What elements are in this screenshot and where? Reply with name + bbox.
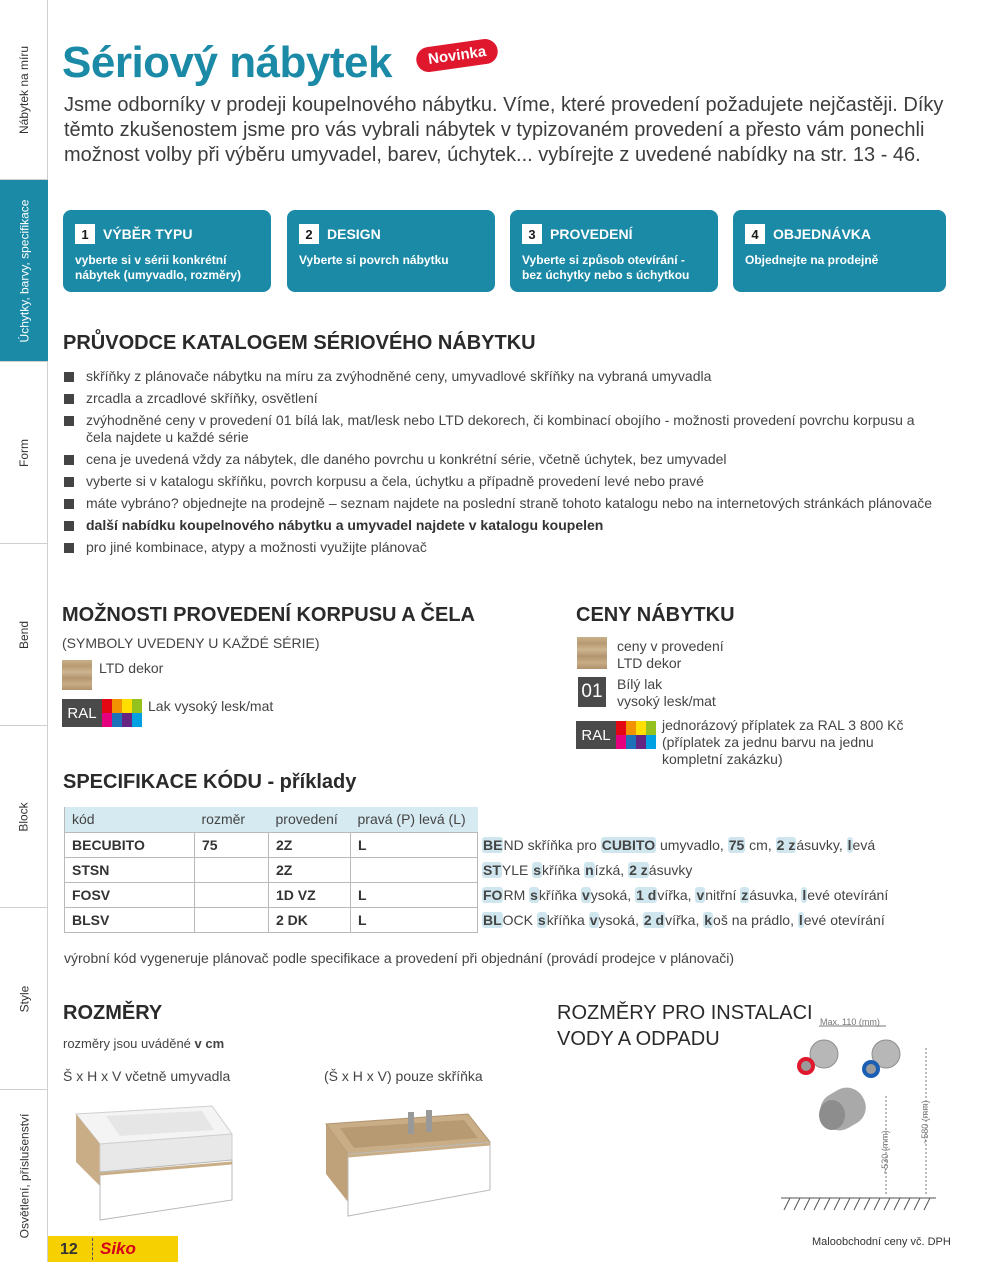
column-header: rozměr bbox=[195, 807, 269, 832]
explanation-text: ysoká, bbox=[590, 887, 636, 903]
code-explanation bbox=[482, 908, 885, 933]
cabinet-only-image bbox=[318, 1094, 498, 1226]
step-title: PROVEDENÍ bbox=[550, 226, 633, 242]
code-letter-highlight: v bbox=[696, 887, 705, 903]
ral-symbol-icon bbox=[62, 699, 142, 727]
table-cell bbox=[195, 882, 269, 907]
sidebar-tab-label: Osvětlení, příslušenství bbox=[17, 1113, 31, 1239]
ral-color-swatch bbox=[636, 721, 646, 735]
step-number: 3 bbox=[522, 224, 542, 244]
ral-color-swatch bbox=[626, 735, 636, 749]
sidebar-tab-bend[interactable] bbox=[0, 544, 48, 726]
code-letter-highlight: s bbox=[530, 887, 538, 903]
code-letter-highlight: l bbox=[802, 887, 807, 903]
ltd-decor-swatch-icon bbox=[62, 660, 92, 690]
code-letter-highlight: 2 z bbox=[776, 837, 796, 853]
code-explanation bbox=[482, 883, 888, 908]
code-letter-highlight: BL bbox=[483, 912, 502, 928]
price-ltd-text bbox=[617, 638, 724, 672]
table-cell bbox=[195, 857, 269, 882]
dimensions-note-unit: v cm bbox=[194, 1036, 225, 1051]
step-number: 1 bbox=[75, 224, 95, 244]
table-cell: FOSV bbox=[65, 882, 195, 907]
install-heading bbox=[557, 1000, 813, 1052]
explanation-text: vířka, bbox=[657, 887, 696, 903]
intro-text: Jsme odborníky v prodeji koupelnového nábytku. Víme, které provedení požadujete nejčastěji. Díky těmto zkušenostem jsme pro vás vybrali nábytek v typizovaném provedení a přesto vám ponechli možnost volby při výběru umyvadel, barev, úchytek... vybírejte z uvedené nabídky na str. 13 - 46. bbox=[64, 94, 944, 166]
ral-symbol-icon bbox=[576, 721, 656, 749]
step-card-2 bbox=[287, 210, 495, 292]
table-cell: L bbox=[351, 907, 478, 932]
ral-text: RAL bbox=[576, 721, 616, 749]
list-item-text: vyberte si v katalogu skříňku, povrch korpusu a čela, úchytku a případně provedení levé nebo pravé bbox=[86, 473, 704, 489]
dimensions-note bbox=[63, 1035, 224, 1052]
step-card-3 bbox=[510, 210, 718, 292]
price-ltd-line: ceny v provedení bbox=[617, 638, 724, 654]
ral-color-swatch bbox=[616, 735, 626, 749]
table-cell: 2 DK bbox=[269, 907, 351, 932]
square-bullet-icon bbox=[64, 372, 74, 382]
ral-color-swatch bbox=[132, 699, 142, 713]
table-cell: L bbox=[351, 832, 478, 857]
table-cell: 75 bbox=[195, 832, 269, 857]
list-item bbox=[64, 495, 934, 512]
install-heading-line: VODY A ODPADU bbox=[557, 1028, 720, 1050]
sidebar-tab-style[interactable] bbox=[0, 908, 48, 1090]
price-note: Maloobchodní ceny vč. DPH bbox=[812, 1236, 951, 1248]
list-item-text: cena je uvedená vždy za nábytek, dle daného povrchu u konkrétní série, včetně úchytek, bez umyvadel bbox=[86, 451, 727, 467]
table-cell: BLSV bbox=[65, 907, 195, 932]
sidebar-tab-uchytky[interactable] bbox=[0, 180, 48, 362]
code-letter-highlight: 2 d bbox=[643, 912, 665, 928]
step-card-4 bbox=[733, 210, 946, 292]
table-cell bbox=[195, 907, 269, 932]
ltd-decor-label: LTD dekor bbox=[99, 660, 164, 676]
guide-heading: PRŮVODCE KATALOGEM SÉRIOVÉHO NÁBYTKU bbox=[63, 332, 536, 354]
table-row bbox=[65, 832, 478, 857]
ltd-decor-swatch-icon bbox=[577, 637, 607, 669]
table-cell: 1D VZ bbox=[269, 882, 351, 907]
list-item-text: zrcadla a zrcadlové skříňky, osvětlení bbox=[86, 390, 318, 406]
page-number: 12 bbox=[60, 1241, 78, 1258]
explanation-text: evé otevírání bbox=[807, 887, 889, 903]
code-explanation bbox=[482, 858, 692, 883]
step-card-1 bbox=[63, 210, 271, 292]
sidebar bbox=[0, 0, 48, 1262]
ral-color-swatch bbox=[102, 713, 112, 727]
table-row bbox=[65, 882, 478, 907]
explanation-text: ysoká, bbox=[598, 912, 643, 928]
square-bullet-icon bbox=[64, 394, 74, 404]
sidebar-tab-label: Style bbox=[17, 985, 31, 1012]
code-letter-highlight: v bbox=[589, 912, 598, 928]
code-letter-highlight: v bbox=[581, 887, 590, 903]
step-number: 4 bbox=[745, 224, 765, 244]
ral-color-swatch bbox=[636, 735, 646, 749]
lak-label: Lak vysoký lesk/mat bbox=[148, 698, 274, 714]
sidebar-tab-label: Bend bbox=[17, 620, 31, 649]
ral-color-swatch bbox=[646, 735, 656, 749]
installation-diagram bbox=[776, 1014, 946, 1224]
ral-color-swatch bbox=[626, 721, 636, 735]
code-letter-highlight: s bbox=[537, 912, 546, 928]
list-item-text: další nabídku koupelnového nábytku a umyvadel najdete v katalogu koupelen bbox=[86, 517, 604, 533]
code-explanation bbox=[482, 833, 875, 858]
square-bullet-icon bbox=[64, 455, 74, 465]
square-bullet-icon bbox=[64, 477, 74, 487]
explanation-text: kříňka bbox=[542, 862, 585, 878]
table-cell: L bbox=[351, 882, 478, 907]
step-description: Vyberte si povrch nábytku bbox=[299, 253, 449, 267]
price-ltd-line: LTD dekor bbox=[617, 655, 682, 671]
ral-color-swatch bbox=[102, 699, 112, 713]
sidebar-tab-label: Block bbox=[17, 801, 31, 832]
ral-color-swatch bbox=[122, 699, 132, 713]
square-bullet-icon bbox=[64, 499, 74, 509]
code-letter-highlight: CUBITO bbox=[601, 837, 656, 853]
square-bullet-icon bbox=[64, 521, 74, 531]
price-white-line: vysoký lesk/mat bbox=[617, 693, 716, 709]
list-item bbox=[64, 517, 934, 534]
dimension-label-2: (Š x H x V) pouze skříňka bbox=[324, 1068, 483, 1084]
code-letter-highlight: l bbox=[847, 837, 852, 853]
code-letter-highlight: l bbox=[798, 912, 803, 928]
spec-heading: SPECIFIKACE KÓDU - příklady bbox=[63, 771, 357, 793]
list-item bbox=[64, 412, 934, 446]
column-header: pravá (P) levá (L) bbox=[351, 807, 478, 832]
sidebar-tab-label: Úchytky, barvy, specifikace bbox=[17, 199, 31, 342]
sidebar-tab-label: Nábytek na míru bbox=[17, 45, 32, 134]
ral-color-swatch bbox=[122, 713, 132, 727]
table-cell: 2Z bbox=[269, 832, 351, 857]
explanation-text: vířka, bbox=[665, 912, 704, 928]
code-letter-highlight: n bbox=[585, 862, 594, 878]
explanation-text: ásuvky bbox=[648, 862, 693, 878]
ral-color-swatch bbox=[132, 713, 142, 727]
explanation-text: ízká, bbox=[594, 862, 629, 878]
list-item bbox=[64, 390, 934, 407]
price-ral-line: jednorázový příplatek za RAL 3 800 Kč bbox=[662, 717, 904, 733]
explanation-text: evá bbox=[852, 837, 876, 853]
ral-color-swatch bbox=[616, 721, 626, 735]
code-letter-highlight: z bbox=[741, 887, 749, 903]
list-item bbox=[64, 368, 934, 385]
explanation-text: ásuvky, bbox=[796, 837, 847, 853]
explanation-text: kříňka bbox=[546, 912, 589, 928]
options-heading: MOŽNOSTI PROVEDENÍ KORPUSU A ČELA bbox=[62, 604, 475, 626]
code-letter-highlight: FO bbox=[483, 887, 503, 903]
install-heading-line: ROZMĚRY PRO INSTALACI bbox=[557, 1002, 813, 1024]
square-bullet-icon bbox=[64, 416, 74, 426]
explanation-text: nitřní bbox=[705, 887, 741, 903]
spec-note: výrobní kód vygeneruje plánovač podle specifikace a provedení při objednání (provádí prodejce v plánovači) bbox=[64, 950, 735, 966]
explanation-text: cm, bbox=[745, 837, 776, 853]
explanation-text: evé otevírání bbox=[803, 912, 885, 928]
sidebar-tab-form[interactable] bbox=[0, 362, 48, 544]
ral-color-swatch bbox=[112, 699, 122, 713]
step-title: OBJEDNÁVKA bbox=[773, 226, 872, 242]
list-item-text: zvýhodněné ceny v provedení 01 bílá lak, mat/lesk nebo LTD dekorech, či kombinací obojího - možnosti provedení povrchu korpusu a čela najdete u každé série bbox=[86, 412, 915, 445]
washbasin-cabinet-image bbox=[62, 1094, 242, 1226]
table-cell: 2Z bbox=[269, 857, 351, 882]
options-subheading: (SYMBOLY UVEDENY U KAŽDÉ SÉRIE) bbox=[62, 635, 320, 651]
sidebar-tab-label: Form bbox=[17, 438, 31, 467]
list-item-text: pro jiné kombinace, atypy a možnosti využijte plánovač bbox=[86, 539, 427, 555]
price-white-text bbox=[617, 676, 716, 710]
code-letter-highlight: 2 z bbox=[629, 862, 648, 878]
explanation-text: kříňka bbox=[538, 887, 581, 903]
list-item bbox=[64, 473, 934, 490]
ral-color-swatch bbox=[646, 721, 656, 735]
code-letter-highlight: s bbox=[533, 862, 542, 878]
table-cell: STSN bbox=[65, 857, 195, 882]
sidebar-tab-osvetleni[interactable] bbox=[0, 1090, 48, 1262]
code-table bbox=[64, 807, 478, 933]
dimension-580-label: ~580 (mm) bbox=[920, 1100, 930, 1144]
table-header-row bbox=[65, 807, 478, 832]
step-title: VÝBĚR TYPU bbox=[103, 226, 193, 242]
column-header: provedení bbox=[269, 807, 351, 832]
prices-heading: CENY NÁBYTKU bbox=[576, 604, 735, 626]
dimensions-heading: ROZMĚRY bbox=[63, 1002, 163, 1024]
dimension-530-label: ~530 (mm) bbox=[880, 1130, 890, 1174]
ral-text: RAL bbox=[62, 699, 102, 727]
dimension-label-1: Š x H x V včetně umyvadla bbox=[63, 1068, 231, 1084]
square-bullet-icon bbox=[64, 543, 74, 553]
new-badge: Novinka bbox=[415, 37, 500, 73]
step-description: Vyberte si způsob otevírání - bez úchytky nebo s úchytkou bbox=[522, 253, 690, 282]
step-description: vyberte si v sérii konkrétní nábytek (umyvadlo, rozměry) bbox=[75, 253, 242, 282]
table-cell bbox=[351, 857, 478, 882]
code-letter-highlight: BE bbox=[483, 837, 503, 853]
sidebar-tab-block[interactable] bbox=[0, 726, 48, 908]
ral-color-grid bbox=[102, 699, 142, 727]
explanation-text: oš na prádlo, bbox=[713, 912, 798, 928]
white-lacquer-code-icon: 01 bbox=[578, 677, 606, 707]
table-cell: BECUBITO bbox=[65, 832, 195, 857]
code-letter-highlight: 75 bbox=[728, 837, 745, 853]
price-ral-line: (příplatek za jednu barvu na jednu bbox=[662, 734, 874, 750]
step-description: Objednejte na prodejně bbox=[745, 253, 879, 267]
column-header: kód bbox=[65, 807, 195, 832]
code-letter-highlight: k bbox=[704, 912, 713, 928]
explanation-text: ND skříňka pro bbox=[503, 837, 601, 853]
footer-divider bbox=[92, 1238, 93, 1260]
code-letter-highlight: 1 d bbox=[636, 887, 657, 903]
sidebar-tab-nabytek-na-miru[interactable] bbox=[0, 0, 48, 180]
table-row bbox=[65, 857, 478, 882]
explanation-text: umyvadlo, bbox=[656, 837, 728, 853]
list-item bbox=[64, 451, 934, 468]
step-title: DESIGN bbox=[327, 226, 381, 242]
code-letter-highlight: ST bbox=[483, 862, 501, 878]
guide-list bbox=[64, 368, 934, 561]
list-item bbox=[64, 539, 934, 556]
explanation-text: ásuvka, bbox=[749, 887, 802, 903]
ral-color-swatch bbox=[112, 713, 122, 727]
explanation-text: RM bbox=[503, 887, 530, 903]
price-ral-text bbox=[662, 717, 904, 768]
list-item-text: skříňky z plánovače nábytku na míru za zvýhodněné ceny, umyvadlové skříňky na vybraná umyvadla bbox=[86, 368, 712, 384]
dimensions-note-text: rozměry jsou uváděné bbox=[63, 1036, 195, 1051]
table-row bbox=[65, 907, 478, 932]
page-title: Sériový nábytek bbox=[62, 38, 392, 87]
max-width-label: Max. 110 (mm) bbox=[820, 1017, 880, 1027]
explanation-text: YLE bbox=[501, 862, 533, 878]
siko-logo: Siko bbox=[100, 1239, 136, 1258]
price-white-line: Bílý lak bbox=[617, 676, 663, 692]
explanation-text: OCK bbox=[502, 912, 537, 928]
list-item-text: máte vybráno? objednejte na prodejně – seznam najdete na poslední straně tohoto katalogu nebo na internetových stránkách plánovače bbox=[86, 495, 933, 511]
step-number: 2 bbox=[299, 224, 319, 244]
ral-color-grid bbox=[616, 721, 656, 749]
price-ral-line: kompletní zakázku) bbox=[662, 751, 783, 767]
